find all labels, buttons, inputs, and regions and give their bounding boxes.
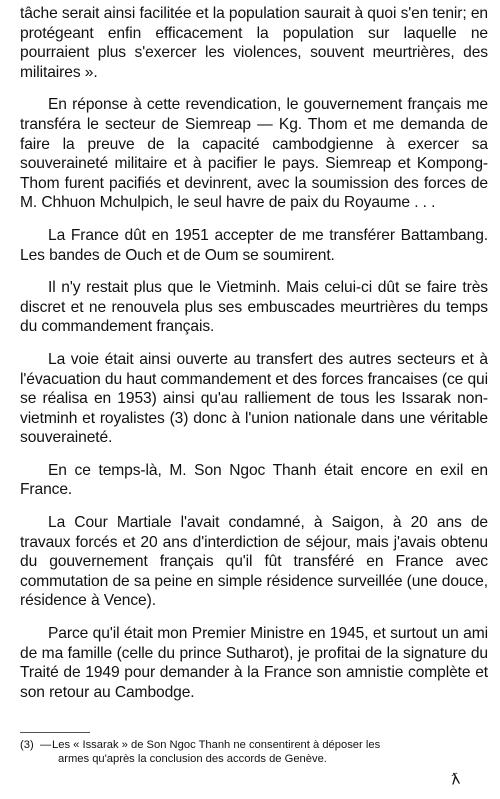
page-mark: ƛ	[449, 769, 462, 789]
footnote-line-1: Les « Issarak » de Son Ngoc Thanh ne consentirent à déposer les	[52, 739, 381, 751]
paragraph-1: tâche serait ainsi facilitée et la population saurait à quoi s'en tenir; en protégeant enfin efficacement la population sur laquelle ne pourraient plus s'exercer les violences, souvent meurtrières, des militaires ».	[20, 5, 488, 81]
paragraph-4: Il n'y restait plus que le Vietminh. Mais celui-ci dût se faire très discret et ne renouvela plus ses embuscades meurtrières du temps du commandement français.	[20, 279, 488, 336]
footnote-number: (3)	[20, 739, 34, 751]
paragraph-6: En ce temps-là, M. Son Ngoc Thanh était encore en exil en France.	[20, 461, 488, 499]
paragraph-8: Parce qu'il était mon Premier Ministre en 1945, et surtout un ami de ma famille (celle du prince Sutharot), je profitai de la signature du Traité de 1949 pour demander à la France son amnistie complète et son retour au Cambodge.	[20, 625, 488, 701]
paragraph-7: La Cour Martiale l'avait condamné, à Saigon, à 20 ans de travaux forcés et 20 ans d'interdiction de séjour, mais j'avais obtenu du gouvernement français qu'il fût transféré en France avec commutation de sa peine en simple résidence surveillée (une douce, résidence à Vence).	[20, 514, 488, 610]
paragraph-3: La France dût en 1951 accepter de me transférer Battambang. Les bandes de Ouch et de Oum se soumirent.	[20, 226, 488, 264]
footnote-line-2: armes qu'après la conclusion des accords de Genève.	[58, 753, 327, 765]
footnote-divider	[20, 732, 90, 733]
paragraph-2: En réponse à cette revendication, le gouvernement français me transféra le secteur de Siemreap — Kg. Thom et me demanda de faire la preuve de la capacité cambodgienne à exercer sa souveraineté militaire et à pacifier le pays. Siemreap et Kompong-Thom furent pacifiés et devinrent, avec la soumission des forces de M. Chhuon Mchulpich, le seul havre de paix du Royaume . . .	[20, 96, 488, 212]
footnote-dash: —	[40, 739, 52, 751]
paragraph-5: La voie était ainsi ouverte au transfert des autres secteurs et à l'évacuation du haut commandement et des forces francaises (ce qui se réalisa en 1953) ainsi qu'au ralliement de tous les Issarak non-vietminh et royalistes (3) donc à l'union nationale dans une véritable souveraineté.	[20, 350, 488, 447]
footnote	[20, 738, 485, 766]
